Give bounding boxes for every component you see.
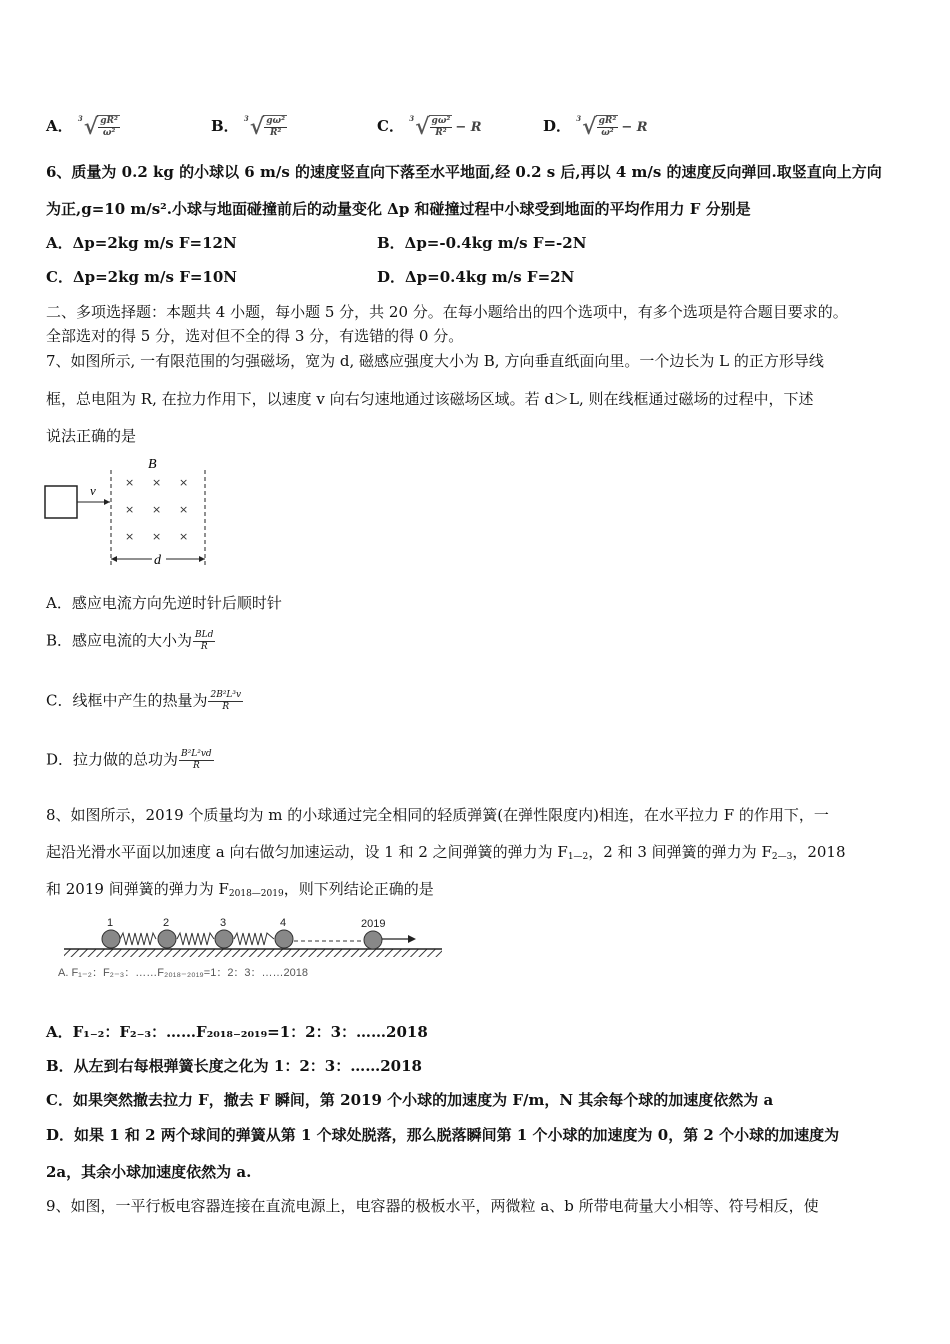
q5-option-c: C． 3 √ $\frac{\text{gω²}}{\text{R²}}$ − R (377, 114, 482, 140)
magnetic-field-figure (40, 450, 220, 575)
ball-2019 (364, 931, 382, 949)
q8-option-d-line1: D．如果 1 和 2 两个球间的弹簧从第 1 个球处脱落，那么脱落瞬间第 1 个小球的加速度为 0，第 2 个小球的加速度为 (46, 1126, 840, 1144)
section2-heading-line2: 全部选对的得 5 分，选对但不全的得 3 分，有选错的得 0 分。 (46, 327, 464, 345)
q7-option-c: C．线框中产生的热量为 $\frac{\text{2B²L³v}}{R}$ (46, 690, 242, 712)
ball-label-1: 1 (107, 917, 114, 929)
q8-stem-line2: 起沿光滑水平面以加速度 a 向右做匀加速运动，设 1 和 2 之间弹簧的弹力为 $F_{1—2}$，2 和 3 间弹簧的弹力为 $F_{2—3}$，2018 (46, 843, 846, 862)
spring-3-4 (234, 933, 274, 945)
q5-option-d: D． 3 √ $\frac{\text{gR²}}{\text{ω²}}$ − R (543, 114, 648, 140)
q6-option-d: D．Δp=0.4kg m/s F=2N (377, 268, 575, 286)
q9-stem-line1: 9、如图，一平行板电容器连接在直流电源上，电容器的极板水平，两微粒 a、b 所带电荷量大小相等、符号相反，使 (46, 1197, 819, 1215)
q6-option-b: B．Δp=-0.4kg m/s F=-2N (377, 234, 587, 252)
svg-text:×: × (179, 530, 189, 543)
ball-3 (215, 930, 233, 948)
cube-root-expression: 3 √ $\frac{\text{gR²}}{\text{ω²}}$ (77, 114, 118, 140)
figure-caption: A. F₁₋₂：F₂₋₃：……F₂₀₁₈₋₂₀₁₉=1：2：3：……2018 (58, 967, 309, 979)
q8-option-a: A．F₁₋₂：F₂₋₃：……F₂₀₁₈₋₂₀₁₉=1：2：3：……2018 (46, 1023, 428, 1041)
velocity-label: v (90, 483, 96, 498)
q6-stem-line2: 为正,g=10 m/s².小球与地面碰撞前后的动量变化 Δp 和碰撞过程中小球受到地面的平均作用力 F 分别是 (46, 200, 751, 218)
cube-root-expression: 3 √ $\frac{\text{gω²}}{\text{R²}}$ (409, 114, 451, 140)
q6-stem-line1: 6、质量为 0.2 kg 的小球以 6 m/s 的速度竖直向下落至水平地面,经 0.2 s 后,再以 4 m/s 的速度反向弹回.取竖直向上方向 (46, 163, 882, 181)
svg-text:×: × (179, 476, 189, 489)
width-label: d (154, 553, 161, 568)
q8-option-d-line2: 2a，其余小球加速度依然为 a. (46, 1163, 252, 1181)
q8-stem-line3: 和 2019 间弹簧的弹力为 $F_{2018—2019}$，则下列结论正确的是 (46, 880, 434, 899)
ball-label-4: 4 (280, 917, 287, 929)
svg-text:×: × (125, 476, 135, 489)
q7-option-d: D．拉力做的总功为 $\frac{\text{B²L²vd}}{R}$ (46, 749, 212, 771)
cube-root-expression: 3 √ $\frac{\text{gR²}}{\text{ω²}}$ (576, 114, 617, 140)
svg-text:×: × (152, 503, 162, 516)
q7-stem-line3: 说法正确的是 (46, 427, 137, 445)
q6-option-a: A．Δp=2kg m/s F=12N (46, 234, 237, 252)
section2-heading-line1: 二、多项选择题：本题共 4 小题，每小题 5 分，共 20 分。在每小题给出的四个选项中，有多个选项是符合题目要求的。 (46, 303, 848, 321)
svg-text:×: × (125, 503, 135, 516)
q8-option-c: C．如果突然撤去拉力 F，撤去 F 瞬间，第 2019 个小球的加速度为 F/m，N 其余每个球的加速度依然为 a (46, 1091, 774, 1109)
q7-stem-line2: 框，总电阻为 R, 在拉力作用下，以速度 v 向右匀速地通过该磁场区域。若 d＞L, 则在线框通过磁场的过程中，下述 (46, 390, 814, 408)
ball-1 (102, 930, 120, 948)
svg-text:×: × (179, 503, 189, 516)
svg-text:×: × (152, 530, 162, 543)
field-markers (125, 476, 188, 543)
field-label: B (148, 457, 157, 472)
ball-2 (158, 930, 176, 948)
svg-text:×: × (125, 530, 135, 543)
square-loop (45, 486, 77, 518)
svg-text:×: × (152, 476, 162, 489)
ball-label-3: 3 (220, 917, 227, 929)
q8-option-b: B．从左到右每根弹簧长度之化为 1：2：3：……2018 (46, 1057, 422, 1075)
q5-option-b: B． 3 √ $\frac{\text{gω²}}{\text{R²}}$ (211, 114, 286, 140)
spring-balls-figure (56, 912, 448, 984)
cube-root-expression: 3 √ $\frac{\text{gω²}}{\text{R²}}$ (243, 114, 286, 140)
fraction: $\frac{\text{2B²L³v}}{R}$ (210, 690, 242, 712)
q5-option-a: A． 3 √ $\frac{\text{gR²}}{\text{ω²}}$ (46, 114, 118, 140)
q8-stem-line1: 8、如图所示，2019 个质量均为 m 的小球通过完全相同的轻质弹簧(在弹性限度内)相连，在水平拉力 F 的作用下，一 (46, 806, 829, 824)
q7-option-a: A．感应电流方向先逆时针后顺时针 (46, 594, 282, 612)
spring-2-3 (177, 933, 214, 945)
q6-option-c: C．Δp=2kg m/s F=10N (46, 268, 237, 286)
q7-stem-line1: 7、如图所示, 一有限范围的匀强磁场，宽为 d, 磁感应强度大小为 B, 方向垂直纸面向里。一个边长为 L 的正方形导线 (46, 352, 824, 370)
fraction: $\frac{\text{BLd}}{R}$ (195, 630, 214, 652)
ball-4 (275, 930, 293, 948)
spring-1-2 (120, 933, 156, 945)
q7-option-b: B．感应电流的大小为 $\frac{\text{BLd}}{R}$ (46, 630, 214, 652)
ground-hatch (64, 949, 442, 957)
ball-label-2019: 2019 (361, 918, 386, 930)
fraction: $\frac{\text{B²L²vd}}{R}$ (181, 749, 212, 771)
ball-label-2: 2 (163, 917, 170, 929)
